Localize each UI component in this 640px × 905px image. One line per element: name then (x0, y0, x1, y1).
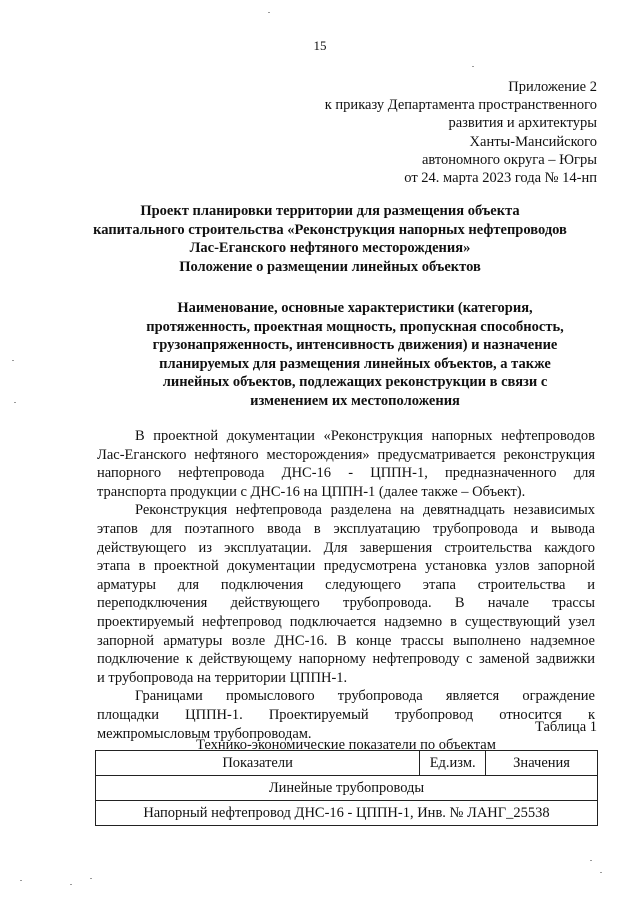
text-line: площадки ЦППН-1. Проектируемый трубопровод относится к (97, 706, 595, 723)
header-cell-values: Значения (486, 751, 598, 776)
header-cell-indicators: Показатели (96, 751, 420, 776)
text-line: транспорта продукции с ДНС-16 на ЦППН-1 (далее также – Объект). (97, 483, 526, 500)
paragraph-1 (97, 427, 595, 501)
text-line: переподключения действующего трубопровода. В начале трассы (97, 595, 595, 612)
text-line: и трубопровода на территории ЦППН-1. (97, 669, 348, 686)
document-title (60, 202, 600, 276)
page-number: 15 (313, 38, 327, 53)
appendix-block (277, 78, 597, 187)
text-line: В проектной документации «Реконструкция напорных нефтепроводов (135, 428, 595, 444)
text-line: подключение к действующему напорному нефтепроводу с заменой задвижки (97, 651, 595, 668)
title-line: Проект планировки территории для размещения объекта (140, 203, 520, 219)
text-line: действующего из эксплуатации. Для завершения строительства каждого (97, 539, 595, 556)
text-line: напорного нефтепровода ДНС-16 - ЦППН-1, предназначенного для (97, 465, 595, 482)
header-cell-unit: Ед.изм. (420, 751, 486, 776)
table-number-label: Таблица 1 (534, 719, 597, 735)
text-line: этапа в проектной документации предусмотрена установка узлов запорной (97, 558, 595, 575)
item-row-cell: Напорный нефтепровод ДНС-16 - ЦППН-1, Инв. № ЛАНГ_25538 (96, 801, 598, 826)
appendix-line: к приказу Департамента пространственного (324, 97, 597, 114)
paragraph-2 (97, 501, 595, 687)
heading-line: протяженность, проектная мощность, пропускная способность, (146, 318, 564, 335)
text-line: этапов для поэтапного ввода в эксплуатацию трубопровода и вывода (97, 520, 595, 537)
appendix-line: автономного округа – Югры (421, 151, 597, 168)
title-line: Лас-Еганского нефтяного месторождения» (189, 240, 471, 257)
text-line: Границами промыслового трубопровода является ограждение (135, 688, 595, 705)
appendix-line: от 24. марта 2023 года № 14-нп (404, 170, 597, 187)
table-section-row (96, 776, 598, 801)
title-line: капитального строительства «Реконструкция напорных нефтепроводов (93, 221, 567, 238)
text-line: межпромысловым трубопроводам. (97, 725, 312, 742)
text-line: Реконструкция нефтепровода разделена на девятнадцать независимых (135, 502, 595, 519)
text-line: арматуры для подключения следующего этапа строительства и (97, 576, 595, 593)
appendix-line: Ханты-Мансийского (469, 133, 597, 150)
text-line: проектируемый нефтепровод подключается надземно в существующий узел (97, 613, 595, 630)
heading-line: линейных объектов, подлежащих реконструкции в связи с (162, 374, 548, 391)
body-text (97, 427, 595, 743)
section-heading (110, 299, 600, 411)
section-row-cell: Линейные трубопроводы (96, 776, 598, 801)
table-caption: Технико-экономические показатели по объектам (196, 737, 496, 753)
title-line: Положение о размещении линейных объектов (179, 258, 481, 275)
heading-line: планируемых для размещения линейных объектов, а также (159, 355, 551, 372)
table-header-row (96, 751, 598, 776)
table-row (96, 801, 598, 826)
text-line: запорной арматуры возле ДНС-16. В конце трассы выполнено надземное (97, 632, 595, 649)
paragraph-3 (97, 687, 595, 743)
text-line: Лас-Еганского нефтяного месторождения» предусматривается реконструкция (97, 446, 595, 463)
appendix-line: развития и архитектуры (448, 115, 597, 132)
heading-line: грузонапряженность, интенсивность движения) и назначение (152, 337, 558, 354)
indicators-table (95, 750, 598, 826)
appendix-line: Приложение 2 (508, 79, 597, 95)
heading-line: Наименование, основные характеристики (категория, (177, 300, 533, 316)
heading-line: изменением их местоположения (250, 392, 460, 409)
